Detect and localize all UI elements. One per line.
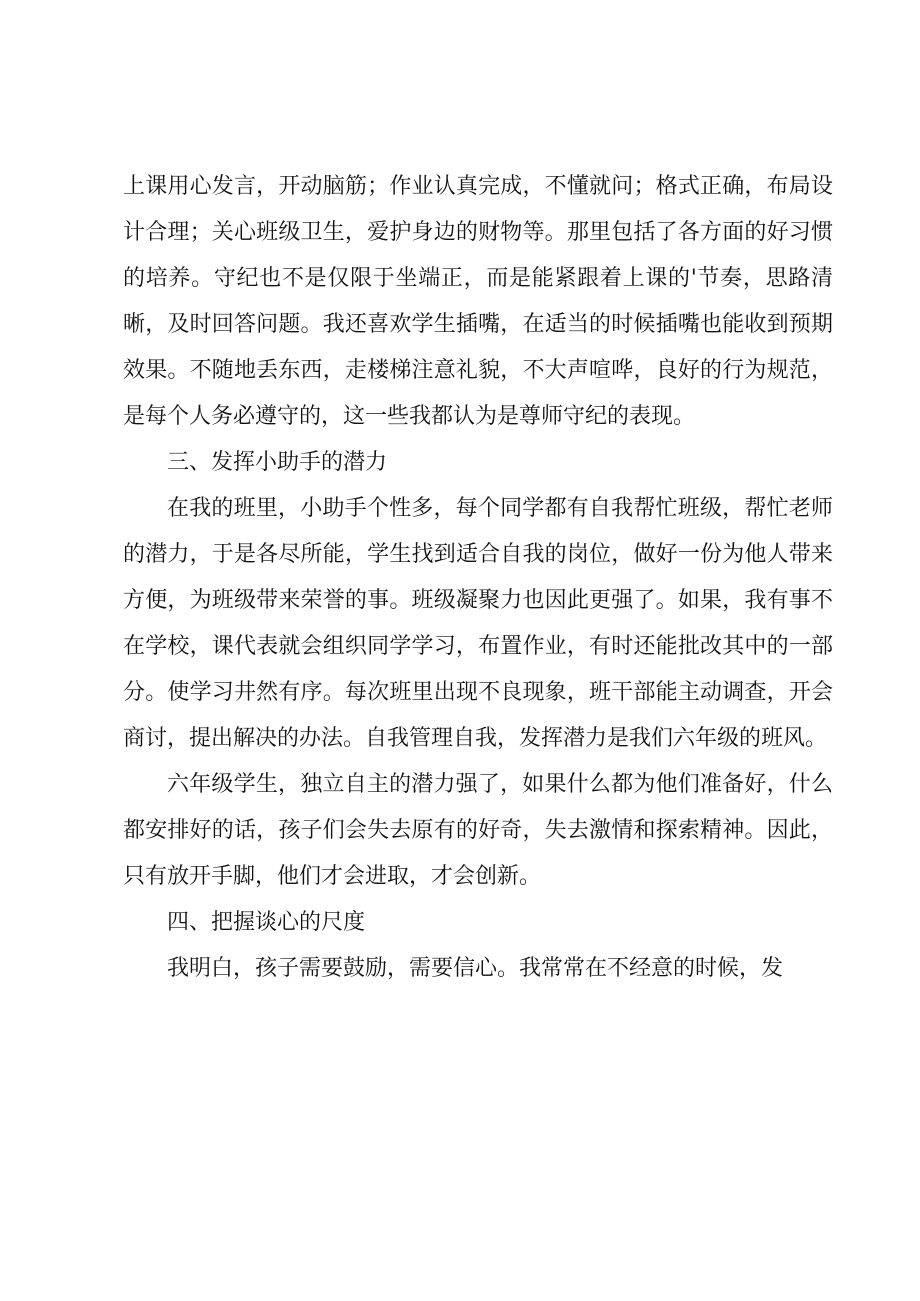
paragraph-independence: 六年级学生，独立自主的潜力强了，如果什么都为他们准备好，什么都安排好的话，孩子们会失去原有的好奇，失去激情和探索精神。因此，只有放开手脚，他们才会进取，才会创新。 — [123, 772, 833, 889]
section-heading-4: 四、把握谈心的尺度 — [167, 910, 366, 935]
paragraph-encouragement: 我明白，孩子需要鼓励，需要信心。我常常在不经意的时候，发 — [167, 956, 784, 981]
paragraph-continuation: 上课用心发言，开动脑筋；作业认真完成，不懂就问；格式正确，布局设计合理；关心班级卫生，爱护身边的财物等。那里包括了各方面的好习惯的培养。守纪也不是仅限于坐端正，而是能紧跟着上课的'节奏，思路清晰，及时回答问题。我还喜欢学生插嘴，在适当的时候插嘴也能收到预期效果。不随地丢东西，走楼梯注意礼貌，不大声喧哗，良好的行为规范，是每个人务必遵守的，这一些我都认为是尊师守纪的表现。 — [123, 174, 833, 429]
paragraph-helpers: 在我的班里，小助手个性多，每个同学都有自我帮忙班级，帮忙老师的潜力，于是各尽所能，学生找到适合自我的岗位，做好一份为他人带来方便，为班级带来荣誉的事。班级凝聚力也因此更强了。如果，我有事不在学校，课代表就会组织同学学习，布置作业，有时还能批改其中的一部分。使学习井然有序。每次班里出现不良现象，班干部能主动调查，开会商讨，提出解决的办法。自我管理自我，发挥潜力是我们六年级的班风。 — [123, 496, 833, 751]
section-heading-3: 三、发挥小助手的潜力 — [167, 450, 388, 475]
document-body — [123, 164, 833, 992]
